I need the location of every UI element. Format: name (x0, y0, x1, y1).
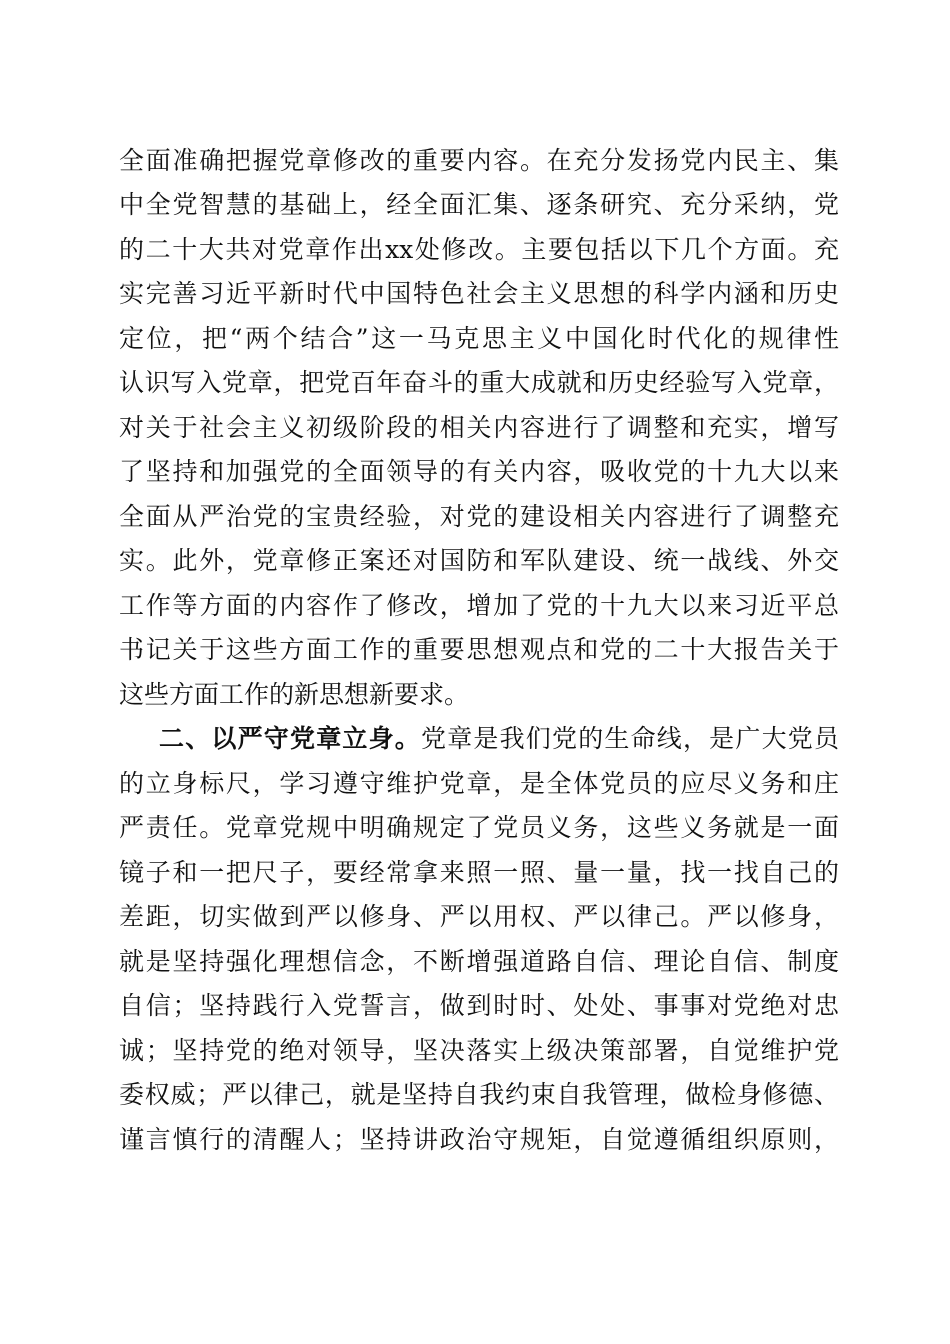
paragraph-line: 认识写入党章，把党百年奋斗的重大成就和历史经验写入党章， (119, 368, 839, 397)
paragraph-line: 全面从严治党的宝贵经验，对党的建设相关内容进行了调整充 (119, 502, 839, 531)
paragraph-line: 定位，把“两个结合”这一马克思主义中国化时代化的规律性 (119, 324, 839, 353)
section-heading: 二、以严守党章立身。 (159, 724, 421, 753)
paragraph-line: 这些方面工作的新思想新要求。 (119, 680, 470, 709)
paragraph-line: 的二十大共对党章作出xx处修改。主要包括以下几个方面。充 (119, 235, 839, 264)
paragraph-line: 工作等方面的内容作了修改，增加了党的十九大以来习近平总 (119, 591, 839, 620)
paragraph-line: 中全党智慧的基础上，经全面汇集、逐条研究、充分采纳，党 (119, 190, 839, 219)
paragraph-line: 实完善习近平新时代中国特色社会主义思想的科学内涵和历史 (119, 279, 839, 308)
paragraph-line: 实。此外，党章修正案还对国防和军队建设、统一战线、外交 (119, 546, 839, 575)
paragraph-line: 委权威；严以律己，就是坚持自我约束自我管理，做检身修德、 (119, 1080, 839, 1109)
paragraph-line: 全面准确把握党章修改的重要内容。在充分发扬党内民主、集 (119, 146, 839, 175)
paragraph-line: 的立身标尺，学习遵守维护党章，是全体党员的应尽义务和庄 (119, 769, 839, 798)
section-first-line-text: 党章是我们党的生命线，是广大党员 (421, 724, 839, 753)
paragraph-line: 对关于社会主义初级阶段的相关内容进行了调整和充实，增写 (119, 413, 839, 442)
paragraph-line: 差距，切实做到严以修身、严以用权、严以律己。严以修身， (119, 902, 839, 931)
paragraph-line: 就是坚持强化理想信念，不断增强道路自信、理论自信、制度 (119, 947, 839, 976)
paragraph-line: 自信；坚持践行入党誓言，做到时时、处处、事事对党绝对忠 (119, 991, 839, 1020)
section-first-line (159, 717, 839, 761)
paragraph-line: 诚；坚持党的绝对领导，坚决落实上级决策部署，自觉维护党 (119, 1036, 839, 1065)
paragraph-line: 严责任。党章党规中明确规定了党员义务，这些义务就是一面 (119, 813, 839, 842)
paragraph-line: 书记关于这些方面工作的重要思想观点和党的二十大报告关于 (119, 635, 839, 664)
paragraph-line: 了坚持和加强党的全面领导的有关内容，吸收党的十九大以来 (119, 457, 839, 486)
paragraph-line: 谨言慎行的清醒人；坚持讲政治守规矩，自觉遵循组织原则， (119, 1125, 839, 1154)
paragraph-line: 镜子和一把尺子，要经常拿来照一照、量一量，找一找自己的 (119, 858, 839, 887)
